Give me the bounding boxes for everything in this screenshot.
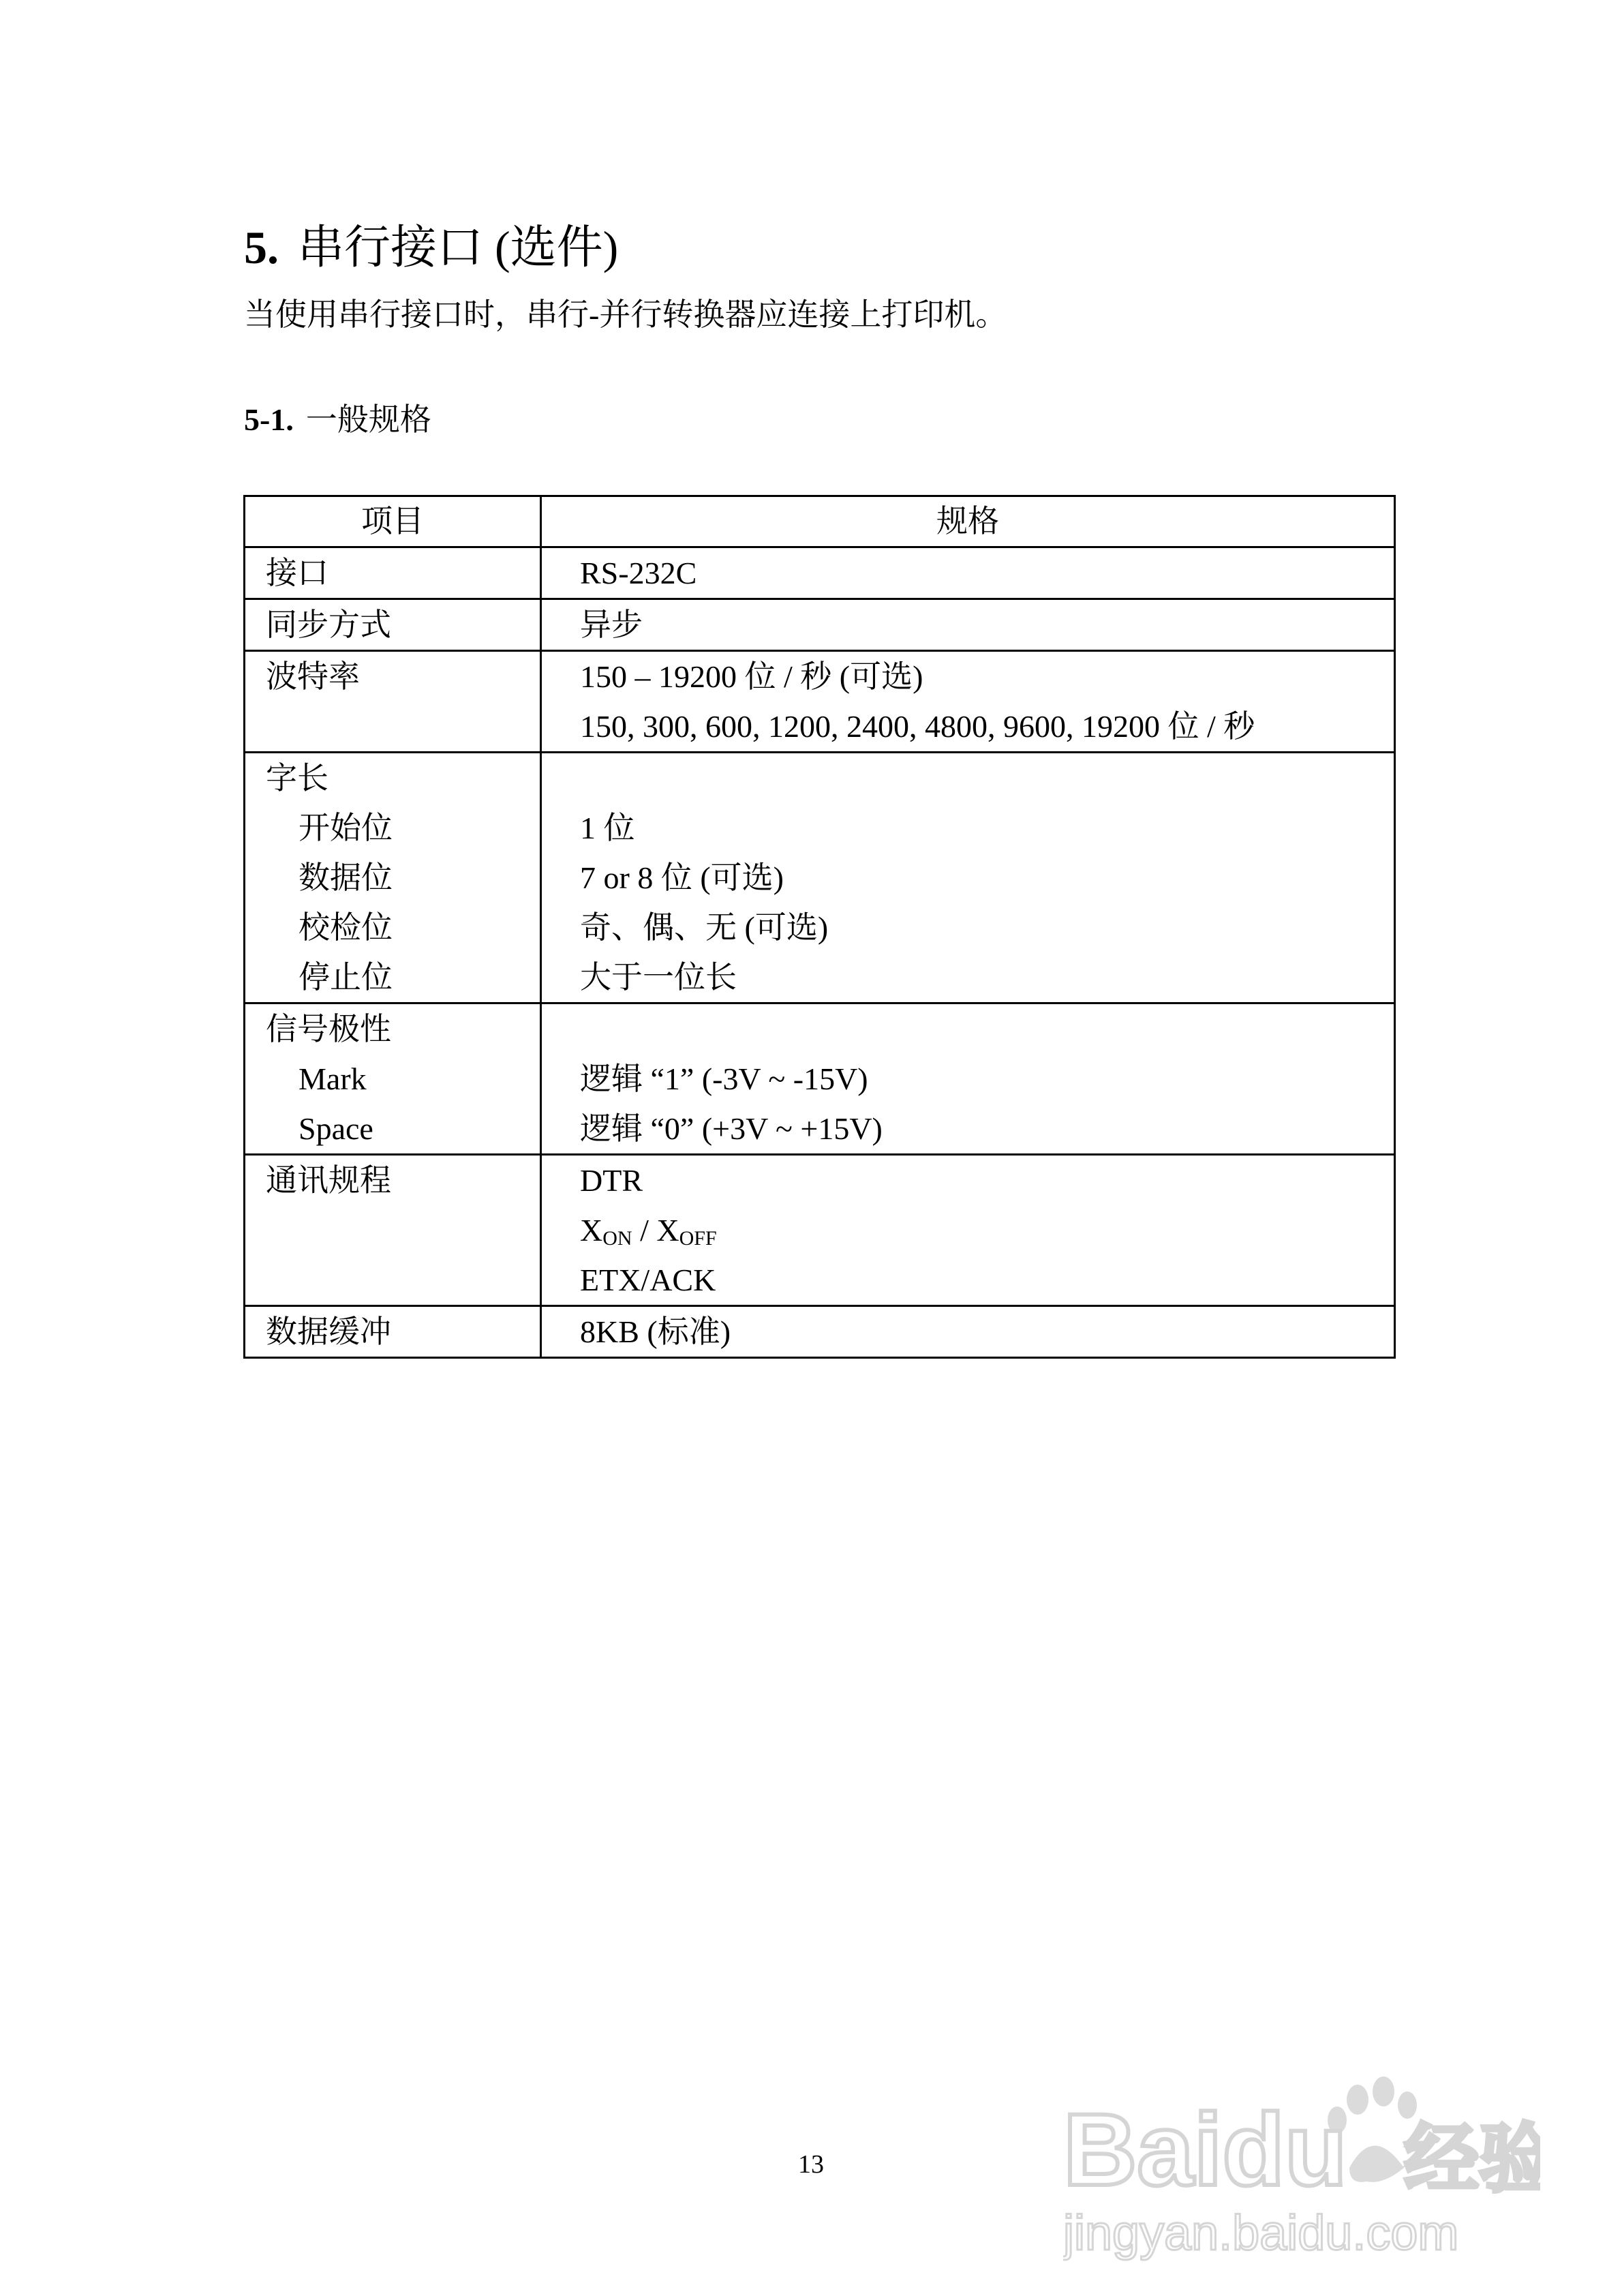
subsection-title: 一般规格 <box>305 402 431 437</box>
header-spec: 规格 <box>541 496 1395 547</box>
section-title: 串行接口 (选件) <box>298 222 619 273</box>
table-header-row <box>245 496 1395 547</box>
subsection-number: 5-1. <box>244 402 294 437</box>
intro-paragraph: 当使用串行接口时，串行-并行转换器应连接上打印机。 <box>244 297 1007 332</box>
row-spec: 异步 <box>580 607 643 642</box>
watermark-url: jingyan.baidu.com <box>1063 2206 1459 2261</box>
row-subitem: 停止位 <box>299 960 393 995</box>
row-subitem: Space <box>299 1111 373 1146</box>
table-row <box>245 1003 1395 1155</box>
spec-table <box>243 495 1396 1359</box>
row-spec: 1 位 <box>580 811 635 845</box>
row-item: 数据缓冲 <box>266 1314 391 1349</box>
table-row <box>245 547 1395 599</box>
row-spec-xon-xoff: $X_{ON} / X_{OFF}$ <box>580 1213 717 1250</box>
row-subitem: Mark <box>299 1061 367 1096</box>
table-row <box>245 1155 1395 1306</box>
row-spec: 逻辑 “0” (+3V ~ +15V) <box>580 1111 883 1146</box>
row-spec: 150, 300, 600, 1200, 2400, 4800, 9600, 19200 位 / 秒 <box>580 709 1255 744</box>
row-spec: 150 – 19200 位 / 秒 (可选) <box>580 659 923 694</box>
page-number: 13 <box>798 2150 824 2179</box>
row-item: 通讯规程 <box>266 1163 391 1198</box>
table-row <box>245 599 1395 651</box>
row-spec: 8KB (标准) <box>580 1314 731 1349</box>
row-item: 波特率 <box>266 659 360 694</box>
row-subitem: 校检位 <box>299 910 393 945</box>
row-spec: DTR <box>580 1163 643 1198</box>
row-item: 接口 <box>266 556 328 590</box>
header-item: 项目 <box>245 496 541 547</box>
subsection-heading <box>244 399 431 440</box>
row-item: 信号极性 <box>266 1012 391 1046</box>
row-spec: 大于一位长 <box>580 960 737 995</box>
section-number: 5. <box>244 222 279 273</box>
row-spec-blank <box>580 753 1394 803</box>
watermark-cn: 经验 <box>1404 2115 1540 2203</box>
row-subitem: 开始位 <box>299 811 393 845</box>
row-spec: RS-232C <box>580 556 697 590</box>
row-spec: 奇、偶、无 (可选) <box>580 910 829 945</box>
table-row <box>245 651 1395 753</box>
row-subitem: 数据位 <box>299 860 393 895</box>
row-item: 字长 <box>266 761 328 796</box>
baidu-watermark <box>1063 2066 1540 2270</box>
table-row <box>245 753 1395 1003</box>
section-heading <box>244 217 618 278</box>
row-spec: ETX/ACK <box>580 1263 716 1297</box>
row-spec: 逻辑 “1” (-3V ~ -15V) <box>580 1061 868 1096</box>
watermark-logo <box>1063 2066 1540 2270</box>
row-spec: 7 or 8 位 (可选) <box>580 860 784 895</box>
row-spec-blank <box>580 1004 1394 1054</box>
table-row <box>245 1306 1395 1358</box>
row-item: 同步方式 <box>266 607 391 642</box>
watermark-brand: Baidu <box>1063 2092 1347 2207</box>
